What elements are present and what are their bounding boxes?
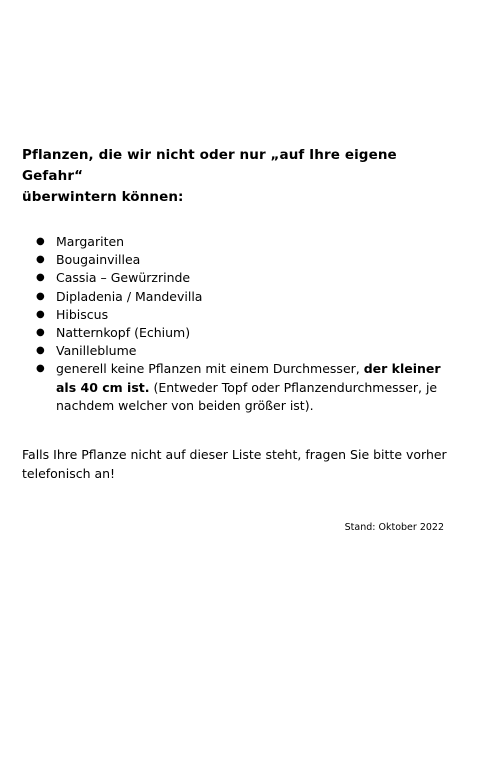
list-item-label: Dipladenia / Mandevilla [56, 288, 203, 304]
list-item [22, 251, 452, 269]
bullet-icon: ● [36, 236, 45, 247]
list-item [22, 306, 452, 324]
stand-date: Stand: Oktober 2022 [344, 522, 444, 533]
heading-line-2: überwintern können: [22, 189, 184, 205]
list-item [22, 288, 452, 306]
bullet-icon: ● [36, 363, 45, 375]
footer-note: Falls Ihre Pflanze nicht auf dieser Liste steht, fragen Sie bitte vorher telefonisch an! [22, 447, 447, 481]
list-item [22, 342, 452, 360]
bullet-icon: ● [36, 308, 45, 320]
list-item-label: Margariten [56, 234, 125, 249]
list-item-label: Natternkopf (Echium) [56, 325, 191, 341]
heading-line-1: Pflanzen, die wir nicht oder nur „auf Ihre eigene Gefahr“ [22, 147, 397, 184]
bullet-icon: ● [36, 290, 45, 302]
bullet-icon: ● [36, 327, 45, 339]
plant-list [22, 233, 452, 415]
bullet-icon: ● [36, 345, 45, 357]
list-item-size-rule [22, 360, 452, 415]
list-item [22, 269, 452, 287]
size-rule-note: (Entweder Topf oder Pflanzendurchmesser, je nachdem welcher von beiden größer ist). [56, 379, 438, 413]
list-item-label: Bougainvillea [56, 252, 141, 268]
list-item-label: Vanilleblume [56, 343, 137, 359]
size-rule-emphasis: der kleiner als 40 cm ist. [56, 361, 441, 395]
bullet-icon: ● [36, 272, 45, 284]
list-item [22, 233, 452, 251]
list-item [22, 324, 452, 342]
list-item-label: Cassia – Gewürzrinde [56, 270, 191, 286]
list-item-label: Hibiscus [56, 306, 109, 322]
size-rule-text: generell keine Pflanzen mit einem Durchmesser, [56, 361, 360, 377]
bullet-icon: ● [36, 254, 45, 266]
page-heading [22, 145, 452, 208]
